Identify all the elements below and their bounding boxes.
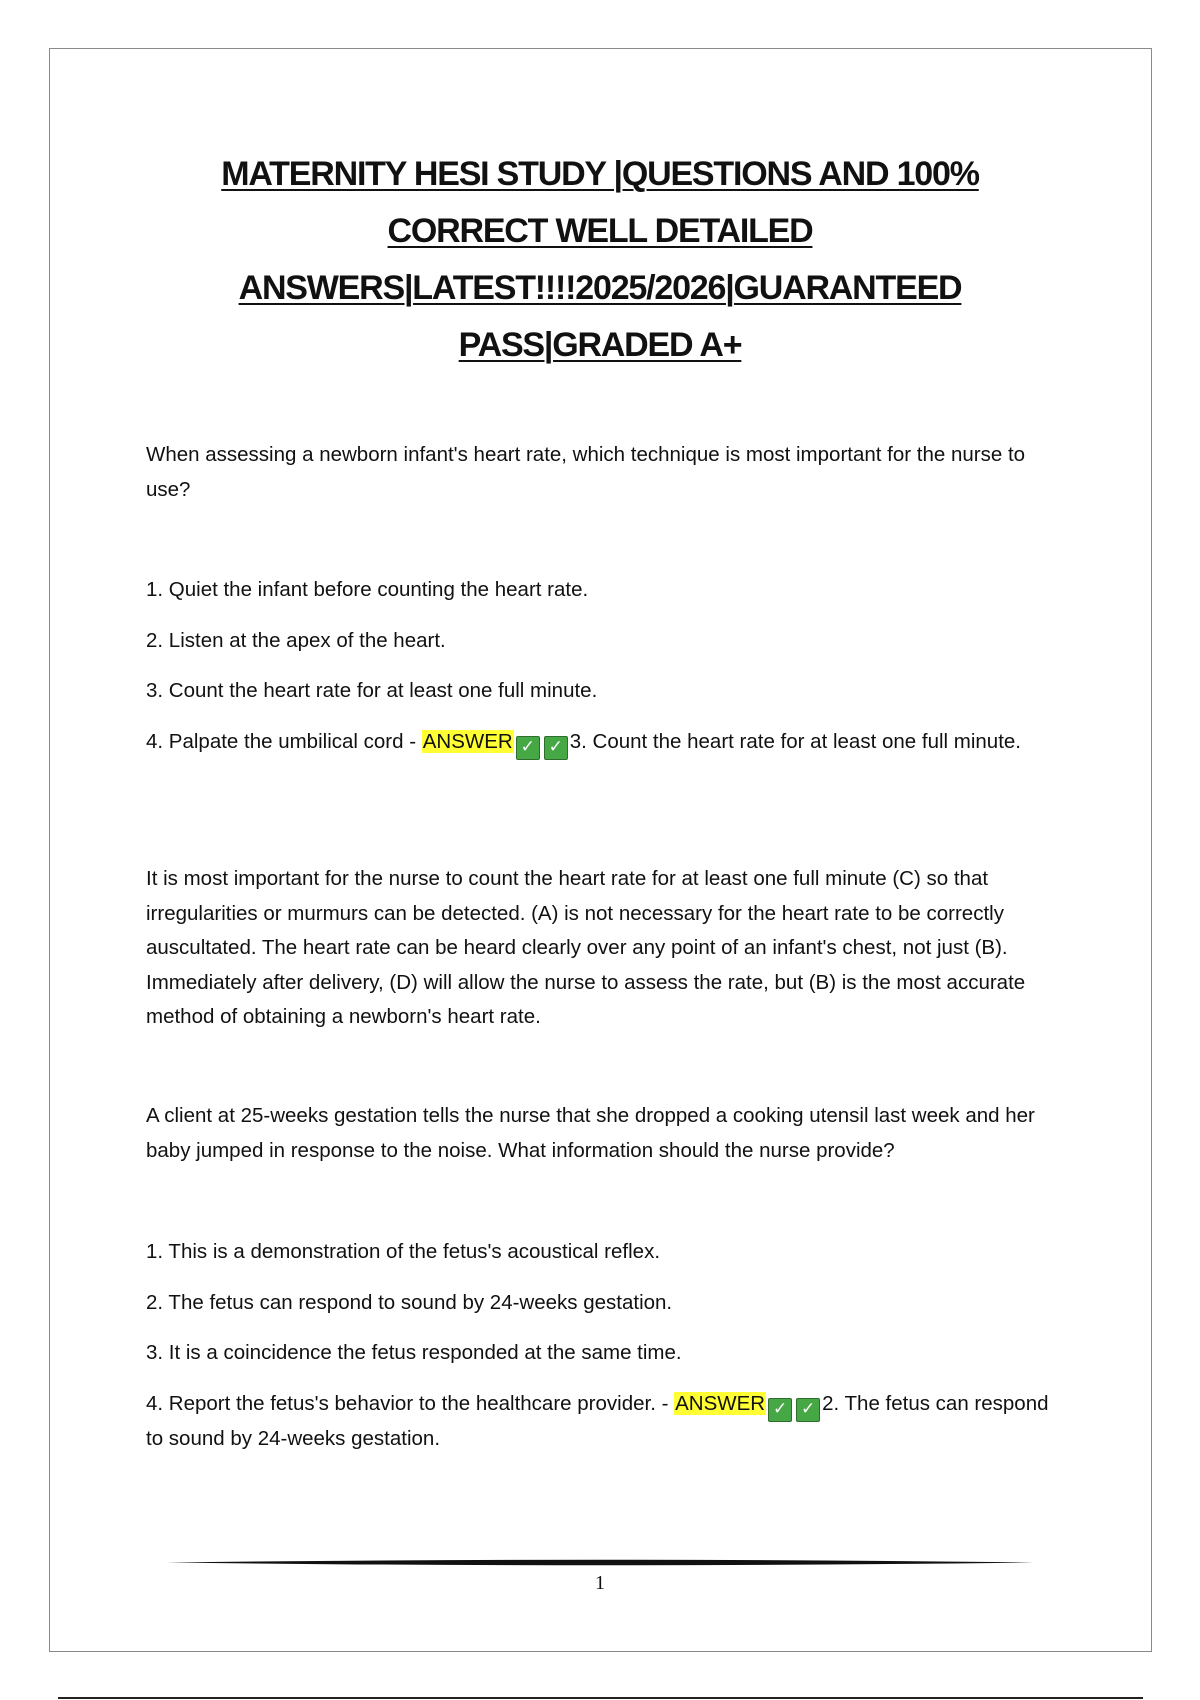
option-item-with-answer: 4. Palpate the umbilical cord - ANSWER ✓ ✓ 3. Count the heart rate for at least one full minute. (146, 725, 1066, 760)
question-1-rationale: It is most important for the nurse to count the heart rate for at least one full minute (C) so that irregularities or murmurs can be detected. (A) is not necessary for the heart rate to be correctly auscultated. The heart rate can be heard clearly over any point of an infant's chest, not just (B). Immediately after delivery, (D) will allow the nurse to assess the rate, but (B) is the most accurate method of obtaining a newborn's heart rate. (146, 867, 1026, 1028)
next-page-edge (58, 1697, 1143, 1699)
question-1-text: When assessing a newborn infant's heart rate, which technique is most important for the nurse to use? (146, 443, 1026, 501)
answer-text: 2. The fetus can respond to sound by 24-weeks gestation. (146, 1391, 1049, 1450)
option-item: 1. This is a demonstration of the fetus's acoustical reflex. (146, 1240, 661, 1263)
checkmark-icon: ✓ (544, 736, 568, 760)
option-item: 1. Quiet the infant before counting the heart rate. (146, 578, 589, 601)
answer-highlight: ANSWER (675, 1391, 766, 1415)
option-item: 2. The fetus can respond to sound by 24-weeks gestation. (146, 1290, 673, 1314)
option-item: 3. Count the heart rate for at least one full minute. (146, 679, 598, 702)
checkmark-icon: ✓ (516, 736, 540, 760)
answer-text: 3. Count the heart rate for at least one full minute. (569, 729, 1021, 753)
document-title (120, 146, 1080, 374)
option-item: 2. Listen at the apex of the heart. (146, 628, 446, 652)
title-line: ANSWERS|LATEST!!!!2025/2026|GUARANTEED (238, 269, 962, 307)
page-number: 1 (595, 1572, 605, 1594)
option-item-with-answer: 4. Report the fetus's behavior to the healthcare provider. - ANSWER ✓ ✓ 2. The fetus can respond to sound by 24-weeks gestation. (146, 1391, 1049, 1450)
title-line: CORRECT WELL DETAILED (387, 212, 813, 250)
question-2-text: A client at 25-weeks gestation tells the nurse that she dropped a cooking utensil last week and her baby jumped in response to the noise. What information should the nurse provide? (146, 1104, 1035, 1162)
answer-highlight: ANSWER (422, 729, 513, 753)
title-line: PASS|GRADED A+ (458, 326, 742, 364)
checkmark-icon: ✓ (796, 1398, 820, 1422)
question-1-options (146, 573, 1066, 760)
footer-rule (166, 1559, 1034, 1566)
question-2-options (146, 1235, 1066, 1456)
option-item: 3. It is a coincidence the fetus responded at the same time. (146, 1341, 682, 1364)
checkmark-icon: ✓ (768, 1398, 792, 1422)
title-line: MATERNITY HESI STUDY |QUESTIONS AND 100% (221, 155, 979, 193)
